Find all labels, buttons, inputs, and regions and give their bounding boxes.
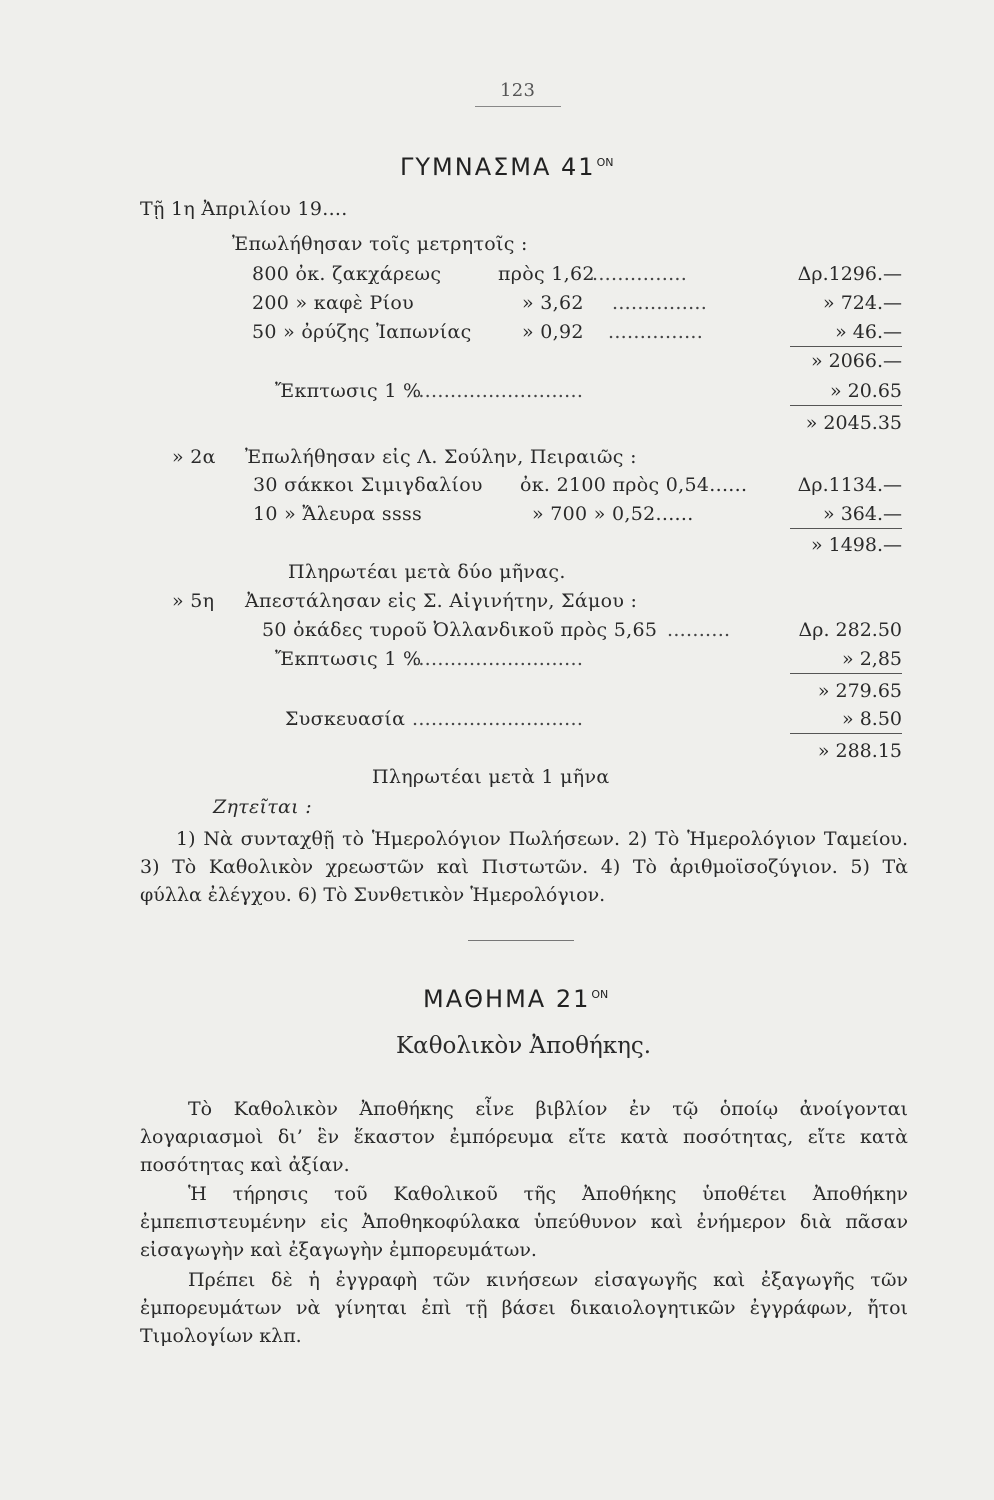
discount-amount: » 20.65 <box>829 380 902 402</box>
entry-date: » 2α <box>172 446 216 468</box>
sum-rule <box>790 733 902 734</box>
page-number-rule <box>475 106 561 107</box>
leader-dots: .......... <box>667 619 731 641</box>
total: » 2045.35 <box>805 412 902 434</box>
section-title-gymnasma <box>400 153 613 181</box>
sum-rule <box>790 405 902 406</box>
date-line: Τῇ 1η Ἀπριλίου 19.... <box>140 198 348 220</box>
section-subtitle: Καθολικὸν Ἀποθήκης. <box>396 1033 652 1059</box>
leader-dots: ............... <box>592 263 688 285</box>
item-amount: » 364.— <box>823 503 902 525</box>
item-rate: » 0,92 <box>522 321 584 343</box>
item-amount: Δρ.1134.— <box>797 474 902 496</box>
sum-rule <box>790 673 902 674</box>
section-title-text: ΓΥΜΝΑΣΜΑ 41 <box>400 153 596 181</box>
item-rate: » 3,62 <box>522 292 584 314</box>
entry-text: Ἐπωλήθησαν εἰς Λ. Σούλην, Πειραιῶς : <box>245 446 637 468</box>
leader-dots: ........................... <box>412 380 584 402</box>
item-rate: πρὸς 1,62 <box>498 263 595 285</box>
discount-amount: » 2,85 <box>842 648 902 670</box>
item-amount: Δρ. 282.50 <box>798 619 902 641</box>
sum-rule <box>790 346 902 347</box>
item-desc: 50 ὀκάδες τυροῦ Ὀλλανδικοῦ πρὸς 5,65 <box>262 619 658 641</box>
item-desc: 10 » Ἄλευρα ssss <box>253 503 423 525</box>
leader-dots: ........................... <box>412 648 584 670</box>
payment-note: Πληρωτέαι μετὰ 1 μῆνα <box>372 766 610 788</box>
item-desc: 800 ὀκ. ζακχάρεως <box>252 263 442 285</box>
item-desc: 200 » καφὲ Ρίου <box>252 292 414 314</box>
item-amount: » 46.— <box>835 321 902 343</box>
item-detail: » 700 » 0,52...... <box>532 503 694 525</box>
paragraph: Πρέπει δὲ ἡ ἐγγραφὴ τῶν κινήσεων εἰσαγωγῆς καὶ ἐξαγωγῆς τῶν ἐμπορευμάτων νὰ γίνηται ἐπὶ τῇ βάσει δικαιολογητικῶν ἐγγράφων, ἤτοι Τιμολογίων κλπ. <box>140 1269 908 1347</box>
subtotal: » 279.65 <box>817 680 902 702</box>
section-title-sup: ON <box>591 988 609 1001</box>
discount-label: Ἔκπτωσις 1 % <box>275 648 422 670</box>
paragraph: Ἡ τήρησις τοῦ Καθολικοῦ τῆς Ἀποθήκης ὑποθέτει Ἀποθήκην ἐμπεπιστευμένην εἰς Ἀποθηκοφύλακα ὑπεύθυνον καὶ ἐνήμερον διὰ πᾶσαν εἰσαγωγὴν καὶ ἐξαγωγὴν ἐμπορευμάτων. <box>140 1183 908 1261</box>
leader-dots: ............... <box>608 321 704 343</box>
section-divider <box>468 940 574 941</box>
total: » 288.15 <box>817 740 902 762</box>
total: » 1498.— <box>810 534 902 556</box>
required-label: Ζητεῖται : <box>213 796 312 818</box>
required-text: 1) Νὰ συνταχθῇ τὸ Ἡμερολόγιον Πωλήσεων. 2) Τὸ Ἡμερολόγιον Ταμείου. 3) Τὸ Καθολικὸν χρεωστῶν καὶ Πιστωτῶν. 4) Τὸ ἀριθμοϊσοζύγιον. 5) Τὰ φύλλα ἐλέγχου. 6) Τὸ Συνθετικὸν Ἡμερολόγιον. <box>140 828 908 906</box>
leader-dots: ............... <box>612 292 708 314</box>
section-title-sup: ON <box>596 156 614 169</box>
packaging-label: Συσκευασία <box>285 708 406 730</box>
discount-label: Ἔκπτωσις 1 % <box>275 380 422 402</box>
subtotal: » 2066.— <box>810 350 902 372</box>
page-number: 123 <box>500 80 536 101</box>
item-desc: 30 σάκκοι Σιμιγδαλίου <box>253 474 483 496</box>
item-desc: 50 » ὀρύζης Ἰαπωνίας <box>252 321 472 343</box>
section-title-text: ΜΑΘΗΜΑ 21 <box>423 985 591 1013</box>
packaging-amount: » 8.50 <box>842 708 902 730</box>
item-amount: » 724.— <box>823 292 902 314</box>
sold-to-line: Ἐπωλήθησαν τοῖς μετρητοῖς : <box>232 233 528 255</box>
item-amount: Δρ.1296.— <box>797 263 902 285</box>
entry-text: Ἀπεστάλησαν εἰς Σ. Αἰγινήτην, Σάμου : <box>245 590 638 612</box>
entry-date: » 5η <box>172 590 215 612</box>
item-detail: ὀκ. 2100 πρὸς 0,54...... <box>520 474 748 496</box>
payment-note: Πληρωτέαι μετὰ δύο μῆνας. <box>288 561 566 583</box>
paragraph: Τὸ Καθολικὸν Ἀποθήκης εἶνε βιβλίον ἐν τῷ ὁποίῳ ἀνοίγονται λογαριασμοὶ δι’ ἓν ἕκαστον ἐμπόρευμα εἴτε κατὰ ποσότητας, εἴτε κατὰ ποσότητας καὶ ἀξίαν. <box>140 1098 908 1176</box>
leader-dots: ........................... <box>412 708 584 730</box>
section-title-mathima <box>423 985 608 1013</box>
sum-rule <box>790 528 902 529</box>
